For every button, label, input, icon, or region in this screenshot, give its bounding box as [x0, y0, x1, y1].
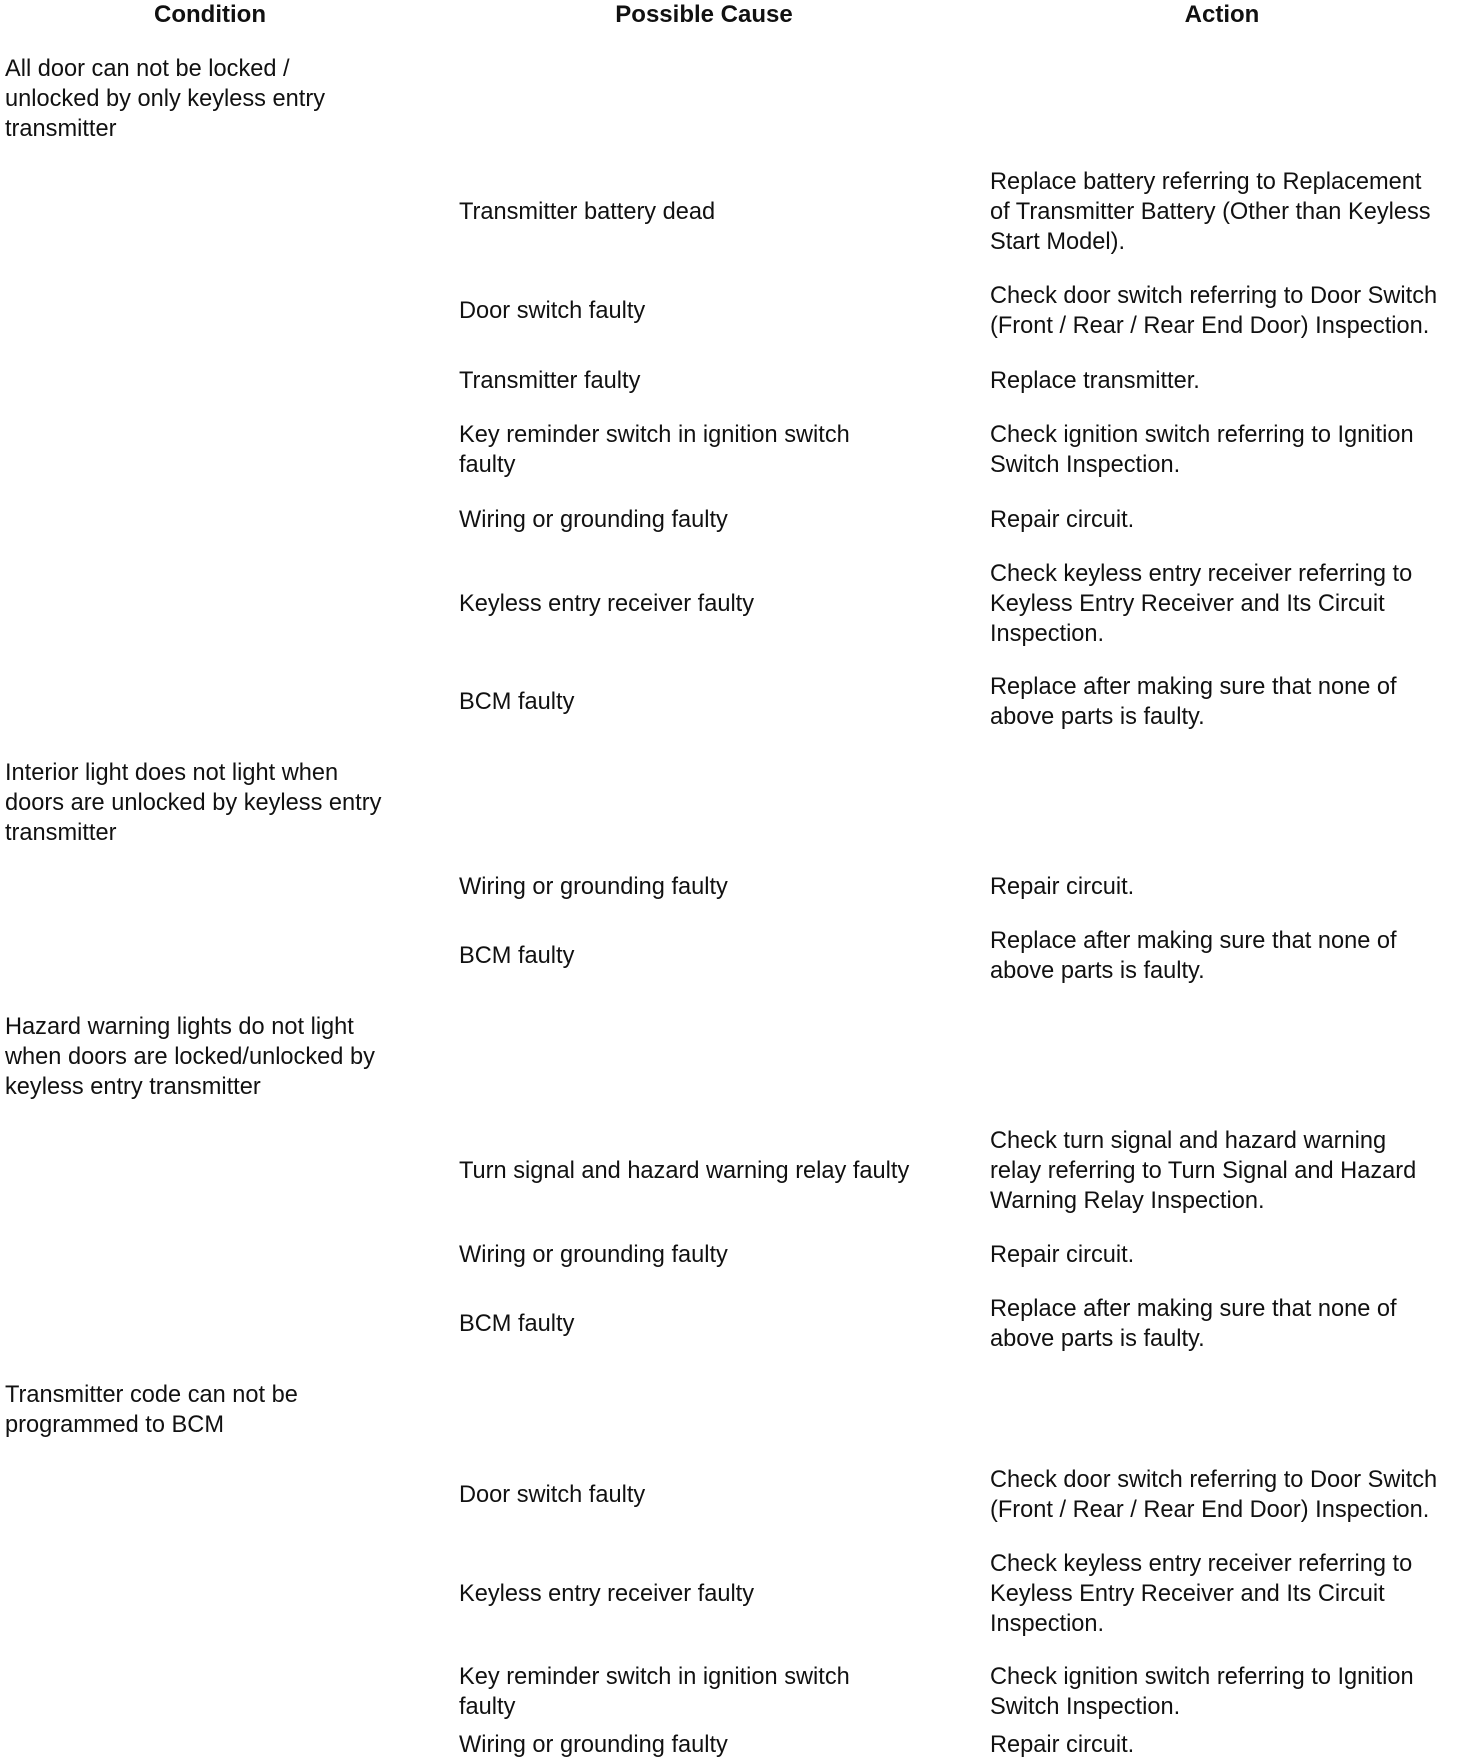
action-cell: Repair circuit.	[990, 507, 1135, 533]
header-action: Action	[1184, 1, 1260, 28]
cause-cell: BCM faulty	[459, 943, 575, 969]
condition-cell: Hazard warning lights do not light when doors are locked/unlocked by keyless entry transmitter	[5, 1014, 375, 1100]
cause-cell: Transmitter battery dead	[459, 199, 716, 225]
header-possible-cause: Possible Cause	[615, 1, 793, 28]
action-cell: Replace after making sure that none of above parts is faulty.	[990, 928, 1397, 984]
action-cell: Replace after making sure that none of above parts is faulty.	[990, 1296, 1397, 1352]
cause-cell: BCM faulty	[459, 689, 575, 715]
condition-cell: Transmitter code can not be programmed to BCM	[5, 1382, 298, 1438]
action-cell: Check keyless entry receiver referring to Keyless Entry Receiver and Its Circuit Inspection.	[990, 561, 1413, 647]
cause-cell: Door switch faulty	[459, 298, 646, 324]
action-cell: Check ignition switch referring to Ignition Switch Inspection.	[990, 422, 1414, 478]
action-cell: Replace after making sure that none of above parts is faulty.	[990, 674, 1397, 730]
action-cell: Repair circuit.	[990, 1732, 1135, 1758]
cause-cell: Key reminder switch in ignition switch faulty	[459, 1664, 850, 1720]
action-cell: Replace battery referring to Replacement of Transmitter Battery (Other than Keyless Start Model).	[990, 169, 1431, 255]
action-cell: Repair circuit.	[990, 1242, 1135, 1268]
action-cell: Replace transmitter.	[990, 368, 1200, 394]
cause-cell: Wiring or grounding faulty	[459, 507, 728, 533]
action-cell: Repair circuit.	[990, 874, 1135, 900]
cause-cell: Door switch faulty	[459, 1482, 646, 1508]
header-condition: Condition	[154, 1, 266, 28]
cause-cell: BCM faulty	[459, 1311, 575, 1337]
action-cell: Check ignition switch referring to Ignition Switch Inspection.	[990, 1664, 1414, 1720]
cause-cell: Transmitter faulty	[459, 368, 641, 394]
action-cell: Check door switch referring to Door Switch (Front / Rear / Rear End Door) Inspection.	[990, 1467, 1438, 1523]
cause-cell: Key reminder switch in ignition switch faulty	[459, 422, 850, 478]
cause-cell: Keyless entry receiver faulty	[459, 1581, 755, 1607]
action-cell: Check door switch referring to Door Switch (Front / Rear / Rear End Door) Inspection.	[990, 283, 1438, 339]
cause-cell: Keyless entry receiver faulty	[459, 591, 755, 617]
action-cell: Check keyless entry receiver referring to Keyless Entry Receiver and Its Circuit Inspection.	[990, 1551, 1413, 1637]
cause-cell: Turn signal and hazard warning relay faulty	[459, 1158, 910, 1184]
cause-cell: Wiring or grounding faulty	[459, 1732, 728, 1758]
cause-cell: Wiring or grounding faulty	[459, 1242, 728, 1268]
condition-cell: Interior light does not light when doors are unlocked by keyless entry transmitter	[5, 760, 382, 846]
action-cell: Check turn signal and hazard warning relay referring to Turn Signal and Hazard Warning Relay Inspection.	[990, 1128, 1417, 1214]
condition-cell: All door can not be locked / unlocked by only keyless entry transmitter	[5, 56, 325, 142]
cause-cell: Wiring or grounding faulty	[459, 874, 728, 900]
